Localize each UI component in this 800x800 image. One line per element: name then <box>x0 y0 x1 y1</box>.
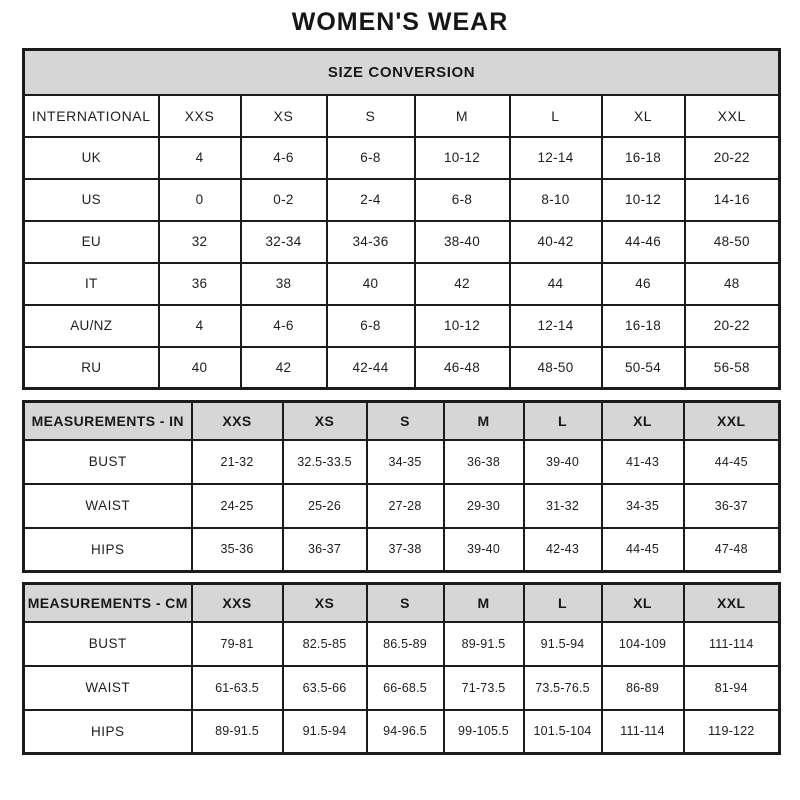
table-row-waist <box>24 666 780 710</box>
table-cell: 20-22 <box>685 305 780 347</box>
column-header-l: L <box>524 402 602 440</box>
table-cell: 86-89 <box>602 666 684 710</box>
table-cell: 38 <box>241 263 327 305</box>
table-cell: 6-8 <box>327 305 415 347</box>
table-cell: 36-37 <box>684 484 780 528</box>
table-cell: 2-4 <box>327 179 415 221</box>
table-title-row <box>24 50 780 95</box>
table-cell: 4-6 <box>241 137 327 179</box>
table-cell: 40 <box>159 347 241 389</box>
column-header-xxs: XXS <box>192 584 283 622</box>
table-cell: 37-38 <box>367 528 444 572</box>
table-row-waist <box>24 484 780 528</box>
table-cell: 86.5-89 <box>367 622 444 666</box>
table-cell: 42-43 <box>524 528 602 572</box>
measurements-in-table <box>22 400 781 573</box>
table-cell: 63.5-66 <box>283 666 367 710</box>
column-header-xl: XL <box>602 95 685 137</box>
table-cell: 0-2 <box>241 179 327 221</box>
table-cell: 91.5-94 <box>283 710 367 754</box>
table-cell: 44-45 <box>684 440 780 484</box>
table-cell: 32.5-33.5 <box>283 440 367 484</box>
table-cell: 32-34 <box>241 221 327 263</box>
table-cell: 36-38 <box>444 440 524 484</box>
measurements-cm-table <box>22 582 781 755</box>
table-cell: 36 <box>159 263 241 305</box>
table-cell: 6-8 <box>415 179 510 221</box>
table-cell: 66-68.5 <box>367 666 444 710</box>
table-cell: 56-58 <box>685 347 780 389</box>
table-cell: 14-16 <box>685 179 780 221</box>
column-header-measurements-in: MEASUREMENTS - IN <box>24 402 192 440</box>
column-header-xs: XS <box>283 584 367 622</box>
table-cell: 24-25 <box>192 484 283 528</box>
column-header-xl: XL <box>602 584 684 622</box>
row-label: RU <box>24 347 159 389</box>
column-header-l: L <box>524 584 602 622</box>
table-cell: 10-12 <box>602 179 685 221</box>
column-header-xxl: XXL <box>684 402 780 440</box>
table-row-aunz <box>24 305 780 347</box>
table-cell: 34-35 <box>602 484 684 528</box>
row-label: HIPS <box>24 528 192 572</box>
column-header-xxs: XXS <box>159 95 241 137</box>
table-cell: 99-105.5 <box>444 710 524 754</box>
column-header-s: S <box>367 402 444 440</box>
table-cell: 31-32 <box>524 484 602 528</box>
table-cell: 50-54 <box>602 347 685 389</box>
table-cell: 94-96.5 <box>367 710 444 754</box>
table-cell: 91.5-94 <box>524 622 602 666</box>
table-row-us <box>24 179 780 221</box>
column-header-xs: XS <box>241 95 327 137</box>
row-label: BUST <box>24 622 192 666</box>
column-header-m: M <box>415 95 510 137</box>
table-cell: 44 <box>510 263 602 305</box>
table-cell: 20-22 <box>685 137 780 179</box>
table-cell: 81-94 <box>684 666 780 710</box>
table-cell: 39-40 <box>524 440 602 484</box>
table-cell: 47-48 <box>684 528 780 572</box>
row-label: UK <box>24 137 159 179</box>
table-cell: 111-114 <box>602 710 684 754</box>
table-cell: 12-14 <box>510 137 602 179</box>
page-title: WOMEN'S WEAR <box>291 8 509 36</box>
column-header-xs: XS <box>283 402 367 440</box>
table-spacer <box>22 573 778 582</box>
size-conversion-title: SIZE CONVERSION <box>24 50 780 95</box>
column-header-xxs: XXS <box>192 402 283 440</box>
column-header-s: S <box>367 584 444 622</box>
table-cell: 89-91.5 <box>192 710 283 754</box>
table-cell: 42-44 <box>327 347 415 389</box>
table-cell: 48-50 <box>510 347 602 389</box>
table-cell: 42 <box>415 263 510 305</box>
column-header-l: L <box>510 95 602 137</box>
table-cell: 16-18 <box>602 137 685 179</box>
row-label: US <box>24 179 159 221</box>
header-row <box>24 402 780 440</box>
table-cell: 61-63.5 <box>192 666 283 710</box>
table-cell: 71-73.5 <box>444 666 524 710</box>
table-cell: 82.5-85 <box>283 622 367 666</box>
table-row-bust <box>24 622 780 666</box>
column-header-m: M <box>444 402 524 440</box>
table-cell: 25-26 <box>283 484 367 528</box>
table-cell: 111-114 <box>684 622 780 666</box>
table-cell: 34-36 <box>327 221 415 263</box>
table-cell: 38-40 <box>415 221 510 263</box>
table-cell: 79-81 <box>192 622 283 666</box>
table-cell: 73.5-76.5 <box>524 666 602 710</box>
table-row-ru <box>24 347 780 389</box>
table-spacer <box>22 390 778 400</box>
table-row-hips <box>24 528 780 572</box>
row-label: EU <box>24 221 159 263</box>
table-cell: 44-45 <box>602 528 684 572</box>
table-cell: 0 <box>159 179 241 221</box>
table-cell: 10-12 <box>415 305 510 347</box>
column-header-xl: XL <box>602 402 684 440</box>
column-header-measurements-cm: MEASUREMENTS - CM <box>24 584 192 622</box>
table-cell: 36-37 <box>283 528 367 572</box>
table-cell: 29-30 <box>444 484 524 528</box>
table-cell: 101.5-104 <box>524 710 602 754</box>
table-row-bust <box>24 440 780 484</box>
table-cell: 48-50 <box>685 221 780 263</box>
column-header-xxl: XXL <box>685 95 780 137</box>
row-label: AU/NZ <box>24 305 159 347</box>
table-cell: 4-6 <box>241 305 327 347</box>
size-conversion-table <box>22 48 781 390</box>
table-row-hips <box>24 710 780 754</box>
table-cell: 10-12 <box>415 137 510 179</box>
table-cell: 42 <box>241 347 327 389</box>
column-header-xxl: XXL <box>684 584 780 622</box>
table-cell: 48 <box>685 263 780 305</box>
table-cell: 35-36 <box>192 528 283 572</box>
table-cell: 8-10 <box>510 179 602 221</box>
header-row <box>24 584 780 622</box>
table-cell: 4 <box>159 137 241 179</box>
row-label: WAIST <box>24 666 192 710</box>
column-header-s: S <box>327 95 415 137</box>
table-cell: 40 <box>327 263 415 305</box>
table-cell: 27-28 <box>367 484 444 528</box>
table-cell: 21-32 <box>192 440 283 484</box>
table-cell: 44-46 <box>602 221 685 263</box>
table-row-eu <box>24 221 780 263</box>
table-cell: 89-91.5 <box>444 622 524 666</box>
header-row <box>24 95 780 137</box>
row-label: WAIST <box>24 484 192 528</box>
table-cell: 16-18 <box>602 305 685 347</box>
table-cell: 104-109 <box>602 622 684 666</box>
table-cell: 12-14 <box>510 305 602 347</box>
row-label: IT <box>24 263 159 305</box>
table-cell: 46 <box>602 263 685 305</box>
table-cell: 41-43 <box>602 440 684 484</box>
table-cell: 4 <box>159 305 241 347</box>
table-cell: 34-35 <box>367 440 444 484</box>
table-cell: 32 <box>159 221 241 263</box>
table-row-uk <box>24 137 780 179</box>
column-header-international: INTERNATIONAL <box>24 95 159 137</box>
table-cell: 40-42 <box>510 221 602 263</box>
table-cell: 46-48 <box>415 347 510 389</box>
table-cell: 119-122 <box>684 710 780 754</box>
row-label: HIPS <box>24 710 192 754</box>
table-row-it <box>24 263 780 305</box>
table-cell: 6-8 <box>327 137 415 179</box>
row-label: BUST <box>24 440 192 484</box>
column-header-m: M <box>444 584 524 622</box>
table-cell: 39-40 <box>444 528 524 572</box>
